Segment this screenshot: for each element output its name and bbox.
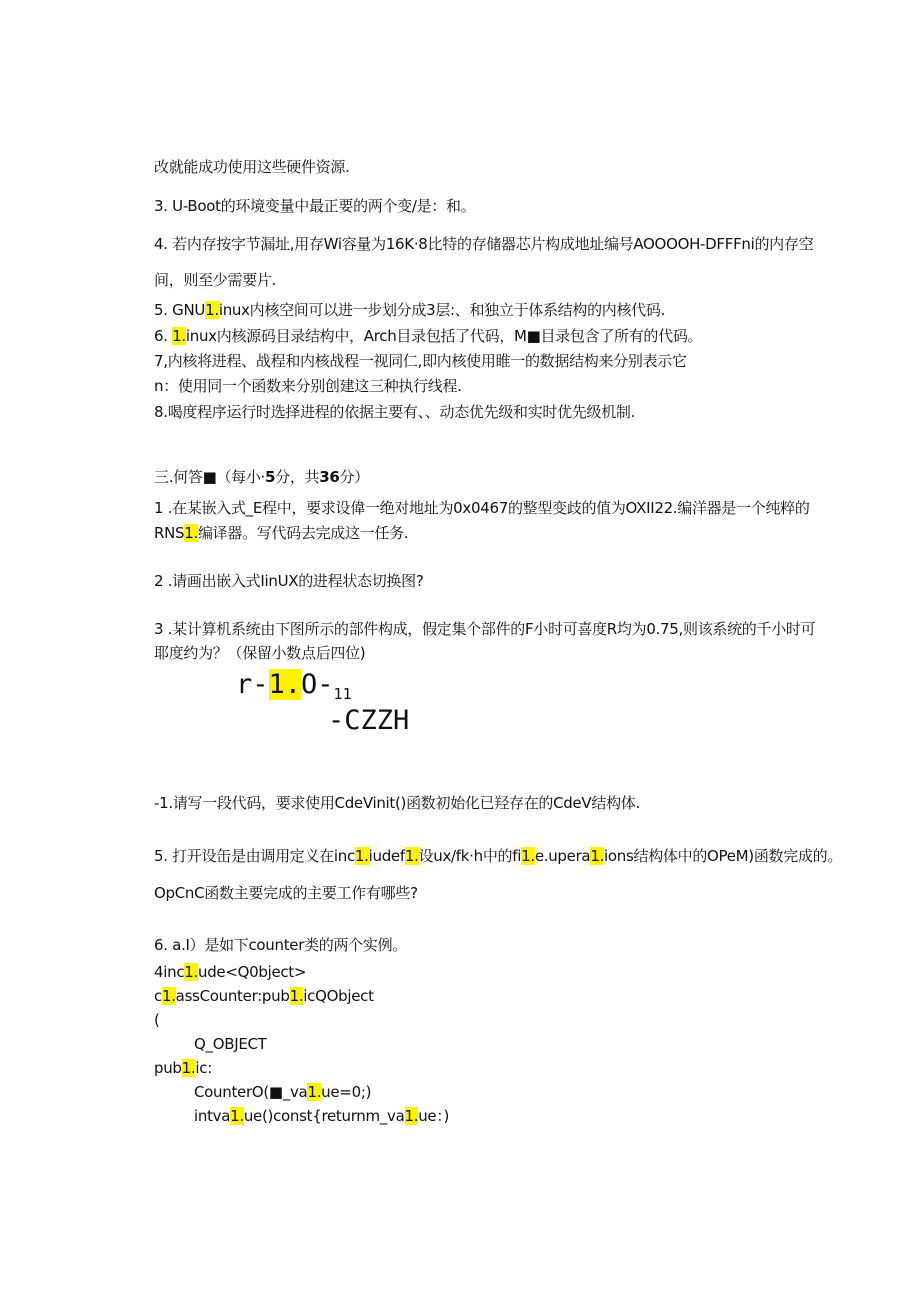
code-line — [194, 1106, 449, 1126]
subscript: 11 — [333, 685, 352, 703]
highlight: 1. — [172, 327, 186, 345]
text: r- — [236, 669, 269, 700]
question-6 — [154, 326, 702, 346]
code-line: ( — [154, 1011, 160, 1029]
text: e.upera — [534, 847, 591, 865]
diagram-line-2: -CZZH — [328, 705, 410, 736]
highlight: 1. — [404, 847, 419, 865]
text: ue()const{returnm_va — [243, 1107, 405, 1125]
text: inux内核空间可以进一步划分成3层:、和独立于体系结构的内核代码. — [218, 301, 666, 319]
highlight: 1. — [268, 669, 302, 700]
answer-q5 — [154, 846, 842, 866]
diagram-line-1 — [236, 670, 352, 709]
highlight: 1. — [590, 847, 605, 865]
question-7: 7,内核将进程、战程和内核战程一视同仁,即内核使用睢一的数据结构来分别表示它 — [154, 352, 687, 370]
answer-q4: -1.请写一段代码，要求使用CdeVinit()函数初始化已羟存在的CdeV结构体. — [154, 794, 640, 812]
text: 5. 打开设缶是由调用定义在inc — [154, 847, 355, 865]
highlight: 1. — [289, 987, 304, 1005]
highlight: 1. — [184, 963, 198, 981]
highlight: 1. — [161, 987, 176, 1005]
question-5 — [154, 300, 665, 320]
text: 分） — [339, 468, 369, 486]
code-line — [154, 986, 374, 1006]
text: 三.何答■（每小· — [154, 468, 266, 486]
answer-q2: 2 .请画出嵌入式IinUX的进程状态切换图? — [154, 572, 424, 590]
question-3: 3. U-Boot的环境变量中最正要的两个变/是：和。 — [154, 197, 476, 215]
text: 设ux/fk·h中的fi — [418, 847, 522, 865]
text: 分，共 — [275, 468, 320, 486]
answer-q3-cont: 耶度约为？（保留小数点后四位) — [154, 644, 366, 662]
code-line: Q_OBJECT — [194, 1035, 267, 1053]
question-4: 4. 若内存按字节漏址,用存Wi容量为16K·8比特的存储器芯片构成地址编号AOOOOH-DFFFni的内存空 — [154, 235, 814, 253]
highlight: 1. — [404, 1107, 419, 1125]
text: iudef — [368, 847, 405, 865]
text: inux内核源码目录结构中，Arch目录包括了代码，M■目录包含了所有的代码。 — [185, 327, 703, 345]
answer-q1: 1 .在某嵌入式_E程中，要求设偉一绝对地址为0x0467的整型变歧的值为OXII22.编洋器是一个纯粹的 — [154, 499, 810, 517]
text: icQObject — [303, 987, 374, 1005]
text: assCounter:pub — [175, 987, 290, 1005]
highlight: 1. — [521, 847, 535, 865]
text-line: 改就能成功使用这些硬件资源. — [154, 158, 350, 176]
code-line — [194, 1082, 371, 1102]
section-heading — [154, 467, 369, 487]
answer-q6: 6. a.I）是如下counter类的两个实例。 — [154, 936, 407, 954]
text: RNS — [154, 524, 185, 542]
question-4-cont: 间，则至少需要片. — [154, 271, 277, 289]
text: 编译器。写代码去完成这一任务. — [197, 524, 409, 542]
highlight: 1. — [184, 524, 198, 542]
highlight: 1. — [307, 1083, 322, 1101]
code-line — [154, 1058, 212, 1078]
text: 6. — [154, 327, 173, 345]
text: ions结构体中的OPeM)函数完成的。 — [604, 847, 843, 865]
text: ue=0;) — [321, 1083, 372, 1101]
text: ue：) — [418, 1107, 450, 1125]
text: O- — [301, 669, 334, 700]
text: 5 — [265, 468, 276, 486]
highlight: 1. — [230, 1107, 244, 1125]
highlight: 1. — [205, 301, 219, 319]
text: 4inc — [154, 963, 185, 981]
text: intva — [194, 1107, 231, 1125]
text: ic: — [195, 1059, 212, 1077]
question-7-cont: n：使用同一个函数来分别创建这三种执行线程. — [154, 377, 462, 395]
text: 5. GNU — [154, 301, 206, 319]
text: pub — [154, 1059, 182, 1077]
answer-q3: 3 .某计算机系统由下图所示的部件构成，假定集个部件的F小时可喜度R均为0.75,则该系统的千小时可 — [154, 620, 816, 638]
text: ude<Q0bject> — [197, 963, 307, 981]
code-line — [154, 962, 306, 982]
answer-q1-cont — [154, 523, 408, 543]
text: CounterO(■_va — [194, 1083, 308, 1101]
answer-q5-cont: OpCnC函数主要完成的主要工作有哪些? — [154, 884, 418, 902]
question-8: 8.喝度程序运行时选择进程的依据主要有、、动态优先级和实时优先级机制. — [154, 403, 636, 421]
highlight: 1. — [354, 847, 369, 865]
text: c — [154, 987, 162, 1005]
highlight: 1. — [181, 1059, 196, 1077]
text: 36 — [319, 468, 340, 486]
